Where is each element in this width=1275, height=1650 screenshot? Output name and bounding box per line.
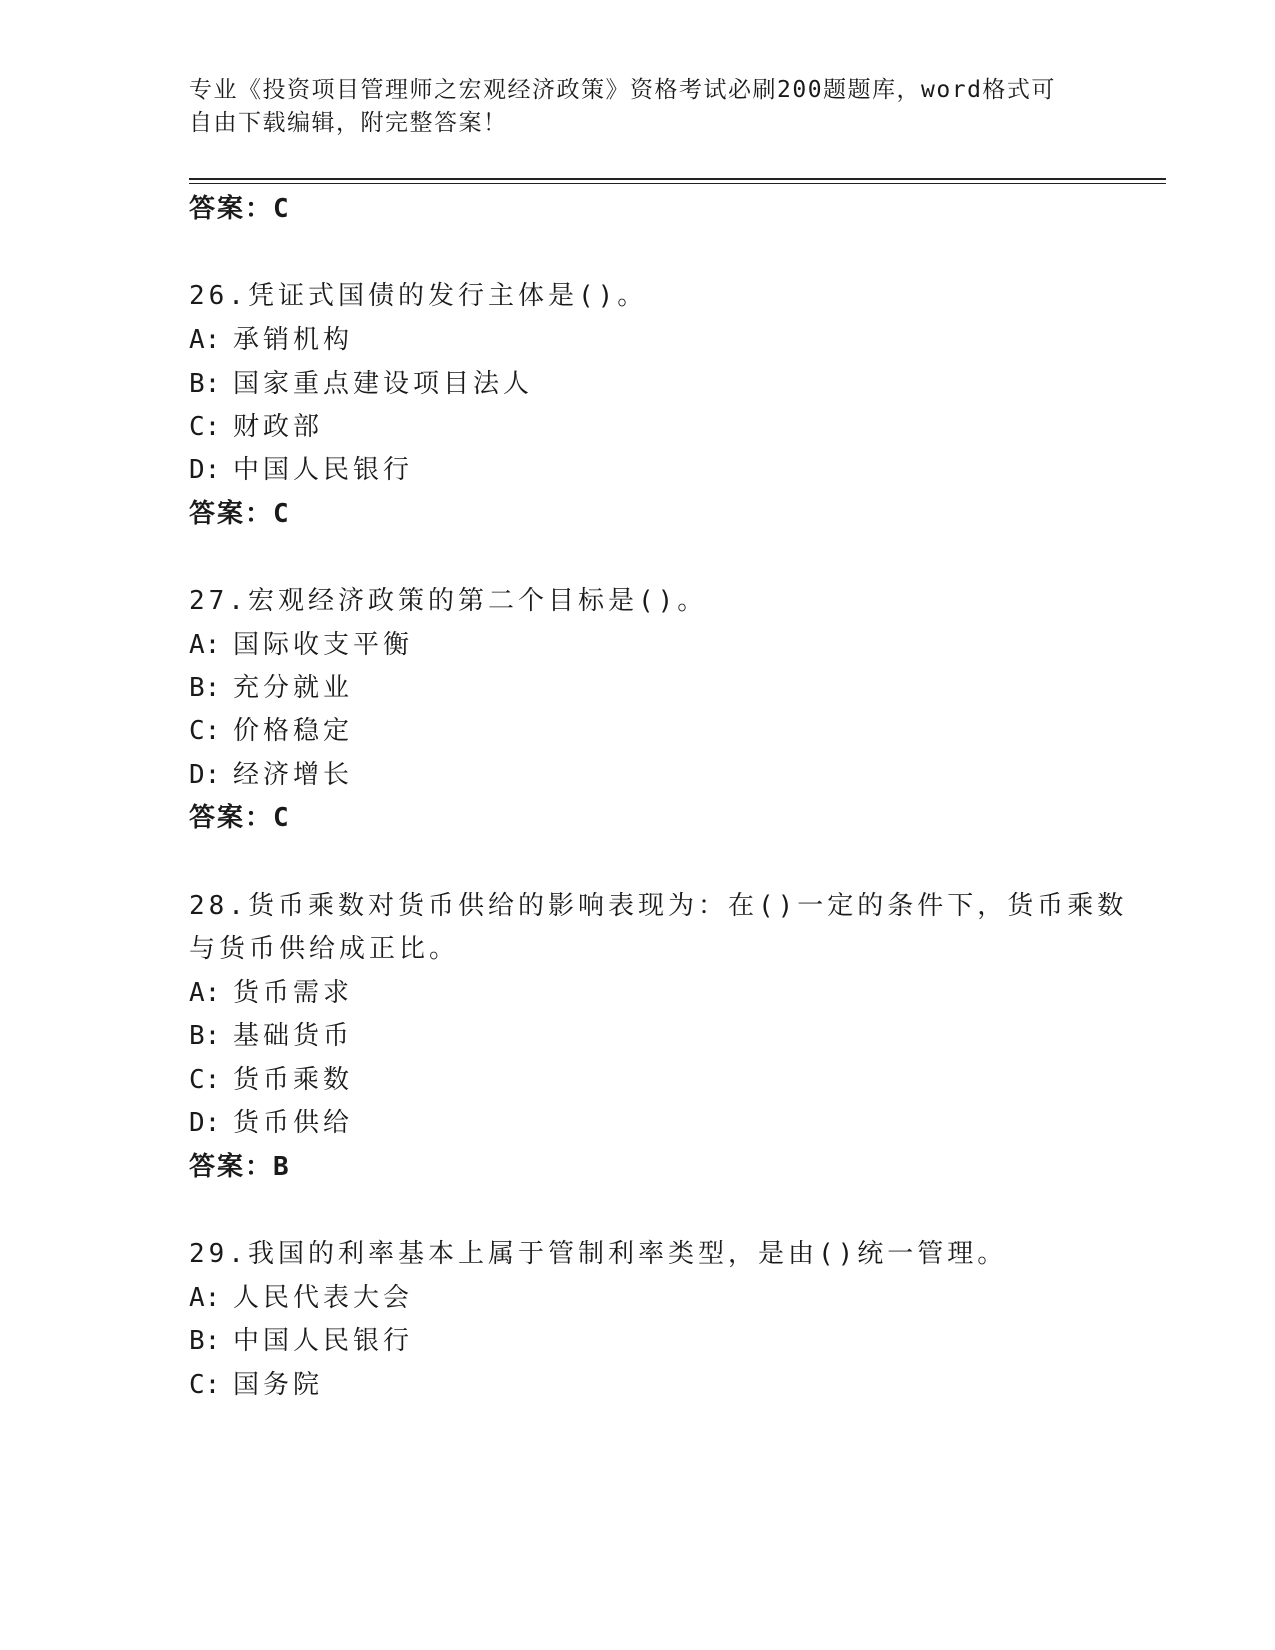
option-text: 充分就业 — [233, 673, 354, 703]
option-text: 价格稳定 — [233, 716, 354, 746]
option-label: B: — [189, 1326, 221, 1356]
option-line — [189, 670, 353, 706]
option-line — [189, 409, 323, 445]
option-text: 财政部 — [233, 412, 324, 442]
option-text: 经济增长 — [233, 760, 354, 790]
option-line — [189, 1323, 413, 1359]
option-text: 承销机构 — [233, 325, 354, 355]
answer-line: 答案：C — [189, 499, 291, 529]
answer-line: 答案：B — [189, 1152, 291, 1182]
option-label: A: — [189, 978, 221, 1008]
option-line — [189, 366, 533, 402]
option-label: A: — [189, 1283, 221, 1313]
document-header — [189, 74, 1079, 140]
option-text: 货币乘数 — [233, 1065, 354, 1095]
header-divider — [189, 178, 1166, 180]
question-stem: 26.凭证式国债的发行主体是()。 — [189, 281, 648, 311]
option-label: C: — [189, 716, 221, 746]
question-stem-continued: 与货币供给成正比。 — [189, 934, 460, 964]
option-text: 国家重点建设项目法人 — [233, 369, 534, 399]
option-label: C: — [189, 412, 221, 442]
option-text: 国际收支平衡 — [233, 630, 414, 660]
option-text: 人民代表大会 — [233, 1283, 414, 1313]
option-label: C: — [189, 1370, 221, 1400]
option-line — [189, 975, 353, 1011]
option-text: 基础货币 — [233, 1021, 354, 1051]
option-line — [189, 1018, 353, 1054]
question-stem: 27.宏观经济政策的第二个目标是()。 — [189, 586, 708, 616]
header-line-1: 专业《投资项目管理师之宏观经济政策》资格考试必刷200题题库，word格式可 — [189, 77, 1056, 103]
option-label: D: — [189, 1108, 221, 1138]
option-line — [189, 452, 413, 488]
option-line — [189, 1062, 353, 1098]
option-label: C: — [189, 1065, 221, 1095]
answer-line: 答案：C — [189, 803, 291, 833]
option-text: 货币供给 — [233, 1108, 354, 1138]
option-line — [189, 322, 353, 358]
question-stem: 29.我国的利率基本上属于管制利率类型，是由()统一管理。 — [189, 1239, 1008, 1269]
option-text: 国务院 — [233, 1370, 324, 1400]
option-label: B: — [189, 1021, 221, 1051]
option-line — [189, 627, 413, 663]
option-label: B: — [189, 369, 221, 399]
option-label: D: — [189, 455, 221, 485]
option-text: 中国人民银行 — [233, 455, 414, 485]
answer-line: 答案：C — [189, 194, 291, 224]
option-text: 中国人民银行 — [233, 1326, 414, 1356]
option-line — [189, 1280, 413, 1316]
option-label: D: — [189, 760, 221, 790]
option-label: B: — [189, 673, 221, 703]
header-divider-thin — [189, 183, 1166, 184]
option-text: 货币需求 — [233, 978, 354, 1008]
option-line — [189, 1105, 353, 1141]
header-line-2: 自由下载编辑，附完整答案！ — [189, 110, 508, 136]
option-line — [189, 713, 353, 749]
option-line — [189, 757, 353, 793]
option-line — [189, 1367, 323, 1403]
option-label: A: — [189, 630, 221, 660]
option-label: A: — [189, 325, 221, 355]
question-stem: 28.货币乘数对货币供给的影响表现为：在()一定的条件下，货币乘数 — [189, 891, 1128, 921]
